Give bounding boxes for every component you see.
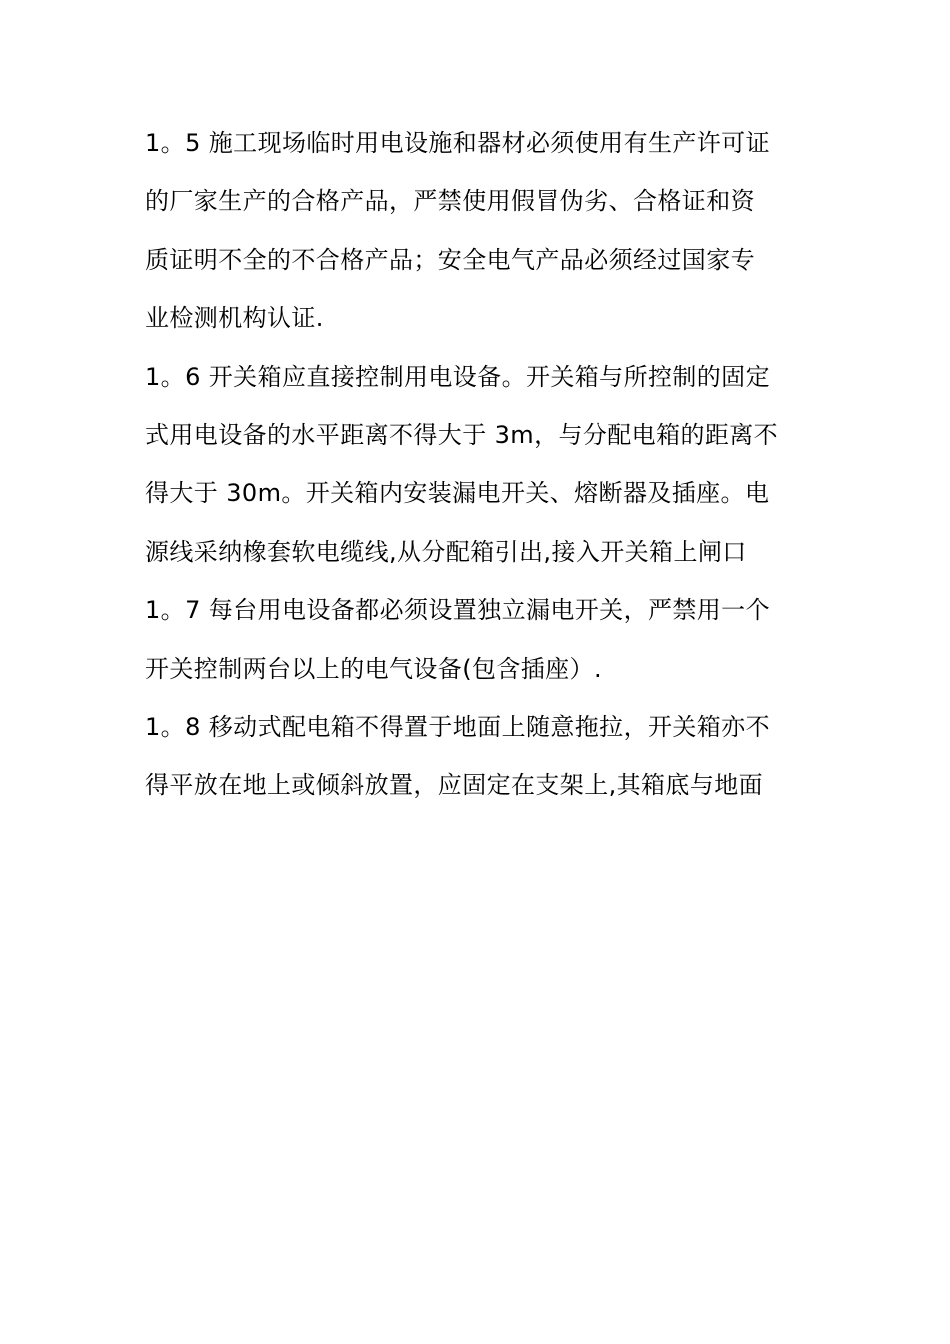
text-line: 式用电设备的水平距离不得大于 3m，与分配电箱的距离不 bbox=[145, 420, 779, 449]
text-line: 1。5 施工现场临时用电设施和器材必须使用有生产许可证 bbox=[145, 129, 770, 157]
text-line: 的厂家生产的合格产品，严禁使用假冒伪劣、合格证和资 bbox=[145, 187, 755, 216]
text-line: 1。6 开关箱应直接控制用电设备。开关箱与所控制的固定 bbox=[145, 362, 770, 391]
text-line: 开关控制两台以上的电气设备(包含插座）. bbox=[145, 654, 602, 683]
text-line: 业检测机构认证. bbox=[145, 304, 324, 333]
text-line: 1。8 移动式配电箱不得置于地面上随意拖拉，开关箱亦不 bbox=[145, 712, 770, 741]
text-line: 源线采纳橡套软电缆线,从分配箱引出,接入开关箱上闸口 bbox=[145, 537, 747, 566]
document-body bbox=[145, 126, 815, 827]
text-line: 质证明不全的不合格产品；安全电气产品必须经过国家专 bbox=[145, 245, 755, 274]
text-line: 得平放在地上或倾斜放置，应固定在支架上,其箱底与地面 bbox=[145, 771, 764, 800]
text-line: 1。7 每台用电设备都必须设置独立漏电开关，严禁用一个 bbox=[145, 596, 770, 625]
text-line: 得大于 30m。开关箱内安装漏电开关、熔断器及插座。电 bbox=[145, 479, 770, 508]
